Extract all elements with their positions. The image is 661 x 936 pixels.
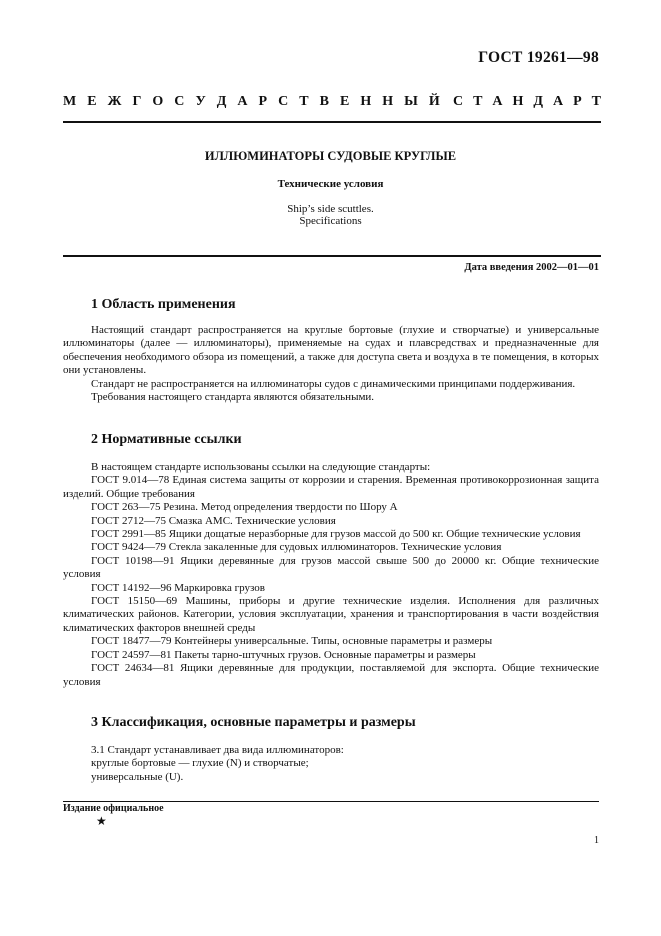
section-1-heading: 1 Область применения bbox=[91, 297, 236, 312]
banner-letter: А bbox=[492, 94, 503, 109]
banner-letter: Й bbox=[428, 94, 440, 109]
banner-letter: С bbox=[174, 94, 185, 109]
paragraph: Требования настоящего стандарта являются обязательными. bbox=[91, 391, 375, 404]
banner-letter: Г bbox=[132, 94, 142, 109]
banner-letter: А bbox=[237, 94, 248, 109]
banner-letter: Т bbox=[591, 94, 601, 109]
banner-letter: М bbox=[63, 94, 77, 109]
classification-line: круглые бортовые — глухие (N) и створчатые; bbox=[91, 757, 309, 770]
banner-letter: А bbox=[552, 94, 564, 109]
banner-letter: Е bbox=[339, 94, 350, 109]
reference-item: ГОСТ 18477—79 Контейнеры универсальные. Типы, основные параметры и размеры bbox=[91, 635, 493, 648]
section-2-heading: 2 Нормативные ссылки bbox=[91, 432, 242, 447]
reference-item: ГОСТ 9.014—78 Единая система защиты от коррозии и старения. Временная противокоррозионная защита изделий. Общие требования bbox=[63, 474, 599, 500]
reference-item: ГОСТ 9424—79 Стекла закаленные для судовых иллюминаторов. Технические условия bbox=[91, 541, 502, 554]
reference-item: ГОСТ 24634—81 Ящики деревянные для продукции, поставляемой для экспорта. Общие технические условия bbox=[63, 662, 599, 688]
section-3-body bbox=[91, 744, 599, 784]
banner-letter: Н bbox=[512, 94, 524, 109]
banner-letter: Т bbox=[299, 94, 309, 109]
footer-divider bbox=[63, 801, 599, 802]
official-edition-label: Издание официальное bbox=[63, 803, 164, 814]
banner-letter: Р bbox=[258, 94, 268, 109]
banner-word-interstate bbox=[63, 94, 440, 110]
introduction-date: Дата введения 2002—01—01 bbox=[464, 262, 599, 273]
header-divider bbox=[63, 121, 601, 123]
paragraph: Стандарт не распространяется на иллюминаторы судов с динамическими принципами поддерживания. bbox=[91, 377, 576, 390]
banner-letter: С bbox=[278, 94, 289, 109]
reference-item: ГОСТ 10198—91 Ящики деревянные для грузов массой свыше 500 до 20000 кг. Общие технические условия bbox=[63, 554, 599, 581]
section-3-heading: 3 Классификация, основные параметры и размеры bbox=[91, 715, 416, 730]
page-number: 1 bbox=[594, 835, 599, 846]
reference-item: ГОСТ 2712—75 Смазка АМС. Технические условия bbox=[91, 514, 336, 527]
banner-letter: Н bbox=[360, 94, 372, 109]
reference-item: ГОСТ 15150—69 Машины, приборы и другие технические изделия. Исполнения для различных климатических районов. Категории, условия эксплуатации, хранения и транспортирования в части воздействия климатических факторов внешней среды bbox=[63, 595, 599, 634]
title-divider bbox=[63, 255, 601, 257]
classification-line: универсальные (U). bbox=[91, 770, 184, 783]
interstate-standard-banner bbox=[63, 94, 601, 110]
banner-letter: Ж bbox=[107, 94, 122, 109]
english-title-line: Specifications bbox=[299, 215, 362, 227]
document-title: ИЛЛЮМИНАТОРЫ СУДОВЫЕ КРУГЛЫЕ bbox=[204, 149, 457, 163]
banner-letter: Н bbox=[382, 94, 394, 109]
english-title-line: Ship’s side scuttles. bbox=[287, 203, 374, 215]
paragraph: Настоящий стандарт распространяется на круглые бортовые (глухие и створчатые) и универсальные иллюминаторы (далее — иллюминаторы), применяемые на судах и плавсредствах и предназначенные для обеспечения необходимого обзора из помещений, а также для доступа света и воздуха в те помещения, в которых они установлены. bbox=[63, 324, 599, 377]
banner-letter: Т bbox=[473, 94, 483, 109]
banner-letter: С bbox=[453, 94, 464, 109]
banner-letter: Д bbox=[533, 94, 543, 109]
references-intro: В настоящем стандарте использованы ссылки на следующие стандарты: bbox=[91, 461, 431, 473]
section-1-body bbox=[63, 324, 599, 404]
banner-letter: О bbox=[152, 94, 164, 109]
banner-letter: В bbox=[319, 94, 329, 109]
banner-letter: Ы bbox=[404, 94, 418, 109]
document-subtitle: Технические условия bbox=[277, 178, 384, 190]
banner-letter: Д bbox=[216, 94, 227, 109]
section-2-body bbox=[63, 461, 599, 689]
banner-letter: У bbox=[195, 94, 206, 109]
banner-letter: Е bbox=[87, 94, 97, 109]
english-title bbox=[0, 203, 661, 227]
classification-line: 3.1 Стандарт устанавливает два вида иллюминаторов: bbox=[91, 744, 344, 756]
reference-item: ГОСТ 263—75 Резина. Метод определения твердости по Шору А bbox=[91, 501, 398, 514]
star-icon: ★ bbox=[96, 814, 107, 828]
reference-item: ГОСТ 24597—81 Пакеты тарно-штучных грузов. Основные параметры и размеры bbox=[91, 648, 476, 661]
banner-word-standard bbox=[453, 94, 601, 110]
banner-letter: Р bbox=[573, 94, 582, 109]
reference-item: ГОСТ 14192—96 Маркировка грузов bbox=[91, 581, 265, 594]
reference-item: ГОСТ 2991—85 Ящики дощатые неразборные для грузов массой до 500 кг. Общие технические условия bbox=[91, 528, 581, 541]
document-code: ГОСТ 19261—98 bbox=[478, 49, 599, 66]
